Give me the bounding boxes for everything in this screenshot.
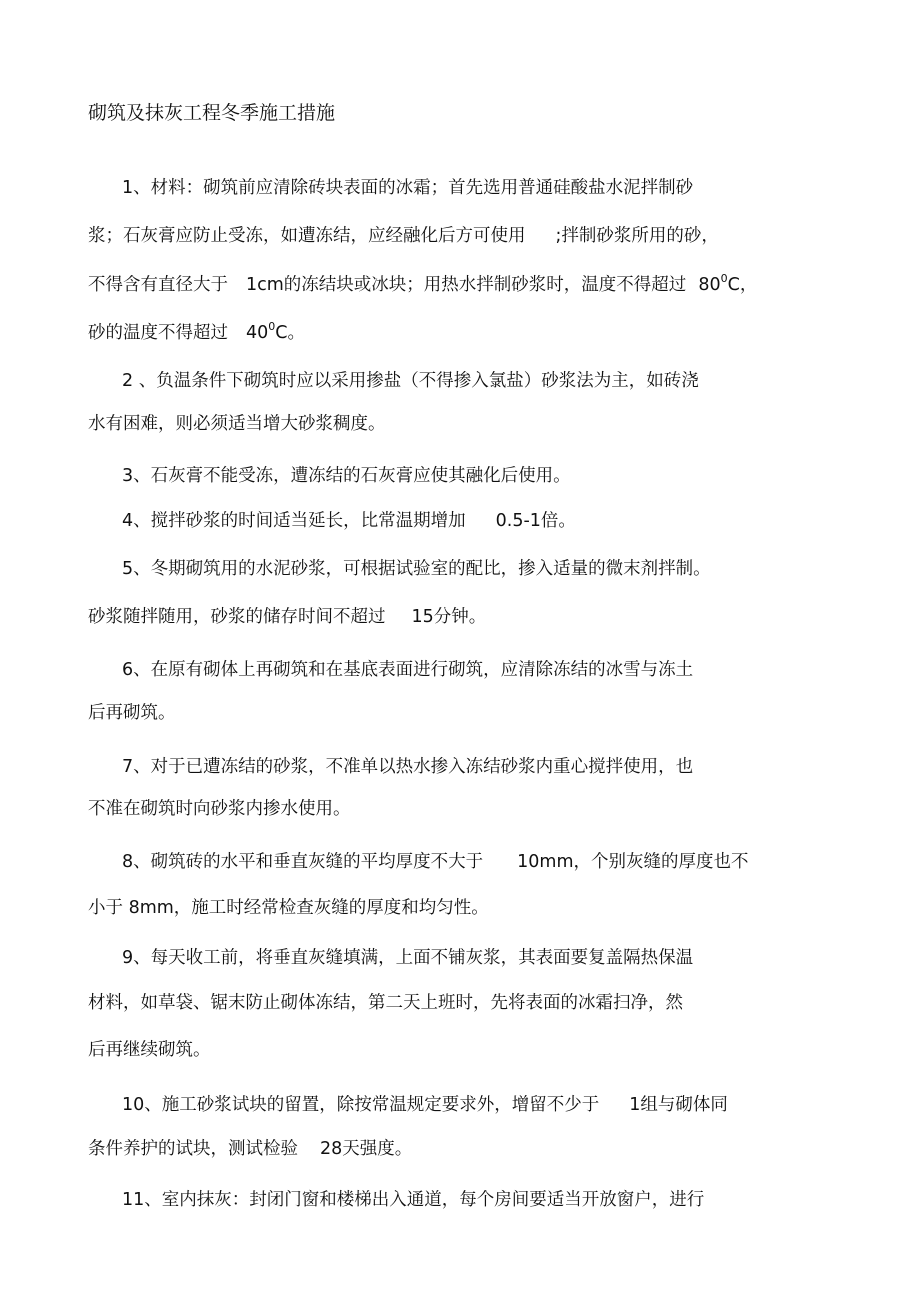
paragraph-5-line-2-text: 砂浆随拌随用，砂浆的储存时间不超过 [88, 607, 386, 627]
paragraph-1-line-1: 1、材料：砌筑前应清除砖块表面的冰霜；首先选用普通硅酸盐水泥拌制砂 [122, 178, 694, 198]
paragraph-9-line-3: 后再继续砌筑。 [88, 1040, 211, 1060]
paragraph-2-line-2: 水有困难，则必须适当增大砂浆稠度。 [88, 414, 386, 434]
paragraph-10-line-1-text: 10、施工砂浆试块的留置，除按常温规定要求外，增留不少于 [122, 1095, 600, 1115]
paragraph-1-line-3-text: 不得含有直径大于 [88, 275, 228, 295]
paragraph-4-line-1-text: 4、搅拌砂浆的时间适当延长，比常温期增加 [122, 511, 466, 531]
paragraph-8-line-1 [122, 850, 749, 874]
paragraph-1-line-3-degree: 0 [720, 272, 728, 285]
paragraph-6-line-1: 6、在原有砌体上再砌筑和在基底表面进行砌筑，应清除冻结的冰雪与冻土 [122, 660, 694, 680]
paragraph-7-line-1: 7、对于已遭冻结的砂浆，不准单以热水掺入冻结砂浆内重心搅拌使用，也 [122, 757, 694, 777]
paragraph-1-line-2-tail: ;拌制砂浆所用的砂， [555, 226, 719, 246]
paragraph-8-line-1-text: 8、砌筑砖的水平和垂直灰缝的平均厚度不大于 [122, 852, 484, 872]
paragraph-1-line-4-unit: C。 [275, 323, 306, 343]
paragraph-5-line-1: 5、冬期砌筑用的水泥砂浆，可根据试验室的配比，掺入适量的微末剂拌制。 [122, 559, 711, 579]
paragraph-1-line-3-unit: C， [727, 275, 758, 295]
paragraph-9-line-2: 材料，如草袋、锯末防止砌体冻结，第二天上班时，先将表面的冰霜扫净，然 [88, 993, 683, 1013]
paragraph-1-line-3 [88, 273, 757, 297]
paragraph-4-line-1-ratio: 0.5-1倍。 [495, 511, 576, 531]
paragraph-5-line-2-time: 15分钟。 [411, 607, 487, 627]
paragraph-3-line-1: 3、石灰膏不能受冻，遭冻结的石灰膏应使其融化后使用。 [122, 466, 571, 486]
paragraph-1-line-4-temp: 40 [246, 323, 269, 343]
paragraph-1-line-4-degree: 0 [268, 320, 276, 333]
paragraph-11-line-1: 11、室内抹灰：封闭门窗和楼梯出入通道，每个房间要适当开放窗户，进行 [122, 1190, 705, 1210]
paragraph-1-line-2 [88, 224, 719, 248]
paragraph-1-line-2-text: 浆；石灰膏应防止受冻，如遭冻结，应经融化后方可使用 [88, 226, 526, 246]
paragraph-10-line-1 [122, 1093, 728, 1117]
paragraph-1-line-4-text: 砂的温度不得超过 [88, 323, 228, 343]
paragraph-8-line-2: 小于 8mm，施工时经常检查灰缝的厚度和均匀性。 [88, 898, 489, 918]
paragraph-10-line-1-tail: 1组与砌体同 [629, 1095, 728, 1115]
document-title: 砌筑及抹灰工程冬季施工措施 [88, 102, 336, 124]
paragraph-1-line-4 [88, 321, 305, 345]
paragraph-1-line-3-size: 1cm的冻结块或冰块；用热水拌制砂浆时，温度不得超过 [246, 275, 687, 295]
paragraph-6-line-2: 后再砌筑。 [88, 703, 176, 723]
paragraph-1-line-3-temp: 80 [698, 275, 721, 295]
paragraph-4-line-1 [122, 509, 576, 533]
paragraph-10-line-2-text: 条件养护的试块，测试检验 [88, 1139, 298, 1159]
paragraph-10-line-2 [88, 1137, 412, 1161]
paragraph-2-line-1: 2 、负温条件下砌筑时应以采用掺盐（不得掺入氯盐）砂浆法为主，如砖浇 [122, 371, 699, 391]
paragraph-9-line-1: 9、每天收工前，将垂直灰缝填满，上面不铺灰浆，其表面要复盖隔热保温 [122, 948, 694, 968]
paragraph-5-line-2 [88, 605, 486, 629]
paragraph-10-line-2-tail: 28天强度。 [320, 1139, 413, 1159]
paragraph-8-line-1-tail: 10mm，个别灰缝的厚度也不 [517, 852, 749, 872]
paragraph-7-line-2: 不准在砌筑时向砂浆内掺水使用。 [88, 799, 351, 819]
